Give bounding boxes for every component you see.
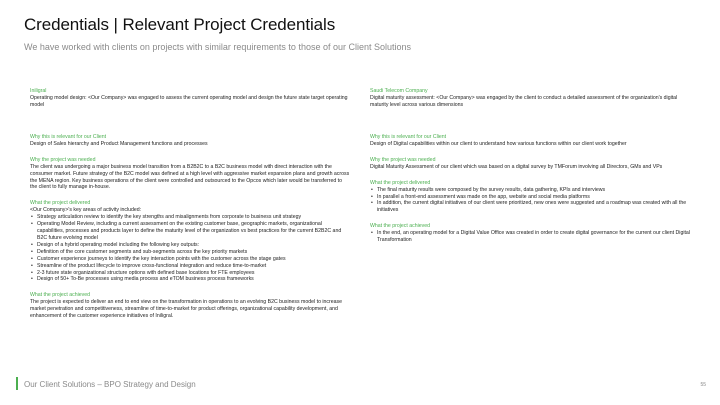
left-delivered-section (30, 200, 350, 283)
right-credential-column (370, 88, 690, 253)
right-delivered-list (370, 187, 690, 215)
page-subtitle: We have worked with clients on projects with similar requirements to those of our Client Solutions (24, 42, 412, 52)
right-relevance-title: Why this is relevant for our Client (370, 133, 447, 140)
left-delivered-intro: <Our Company>'s key areas of activity included: (30, 207, 142, 214)
left-achieved-body: The project is expected to deliver an end to end view on the transformation in operations to an evolving B2C business model to increase market penetration and competitiveness, streamline of time-to-market for product offerings, organizational capability development, and enhancement of the customer experience initiatives of Iniligral. (30, 299, 343, 320)
footer-accent-bar (16, 377, 18, 390)
left-relevance-title: Why this is relevant for our Client (30, 133, 107, 140)
left-delivered-title: What the project delivered (30, 200, 91, 207)
list-item: • Definition of the core customer segments and sub-segments across the key priority markets (30, 249, 350, 256)
right-client-section (370, 88, 690, 109)
list-item: • Streamline of the product lifecycle to improve cross-functional integration and reduce time-to-market (30, 263, 350, 270)
list-item: • In parallel a front-end assessment was made on the app, website and social media platforms (370, 194, 690, 201)
right-relevance-section (370, 134, 690, 148)
left-needed-body: The client was undergoing a major business model transition from a B2B2C to a B2C business model with direct interaction with the consumer market. Future strategy of the B2C model was defined at a high level with aggressive market expansion plans and growth across the MENA region. Key business operations of the client were controlled and outsourced to the Opcos which later would be transferred to the client to fully manage in-house. (30, 163, 350, 191)
footer-text: Our Client Solutions – BPO Strategy and Design (24, 380, 196, 389)
right-achieved-title: What the project achieved (370, 223, 430, 230)
list-item: • Design of 50+ To-Be processes using media process and eTOM business process frameworks (30, 276, 350, 283)
list-item: • In the end, an operating model for a Digital Value Office was created in order to create digital governance for the current our client Digital Transformation (370, 230, 690, 244)
left-credential-column (30, 88, 350, 329)
left-delivered-list (30, 214, 350, 283)
left-achieved-section (30, 292, 350, 320)
list-item: • Operating Model Review, including a current assessment on the existing customer base, geographic markets, organizational capabilities, processes and products layer to define the maturity level of the organization vs best practices for the current B2B2C and B2C future evolving model (30, 221, 350, 242)
right-achieved-section (370, 223, 690, 244)
list-item: • The final maturity results were composed by the survey results, data gathering, KPIs and interviews (370, 187, 690, 194)
left-client-section (30, 88, 350, 109)
list-item: • In addition, the current digital initiatives of our client were prioritized, new ones were suggested and a roadmap was created with all the initiatives (370, 200, 690, 214)
right-needed-section (370, 157, 690, 171)
left-needed-title: Why the project was needed (30, 156, 96, 163)
left-achieved-title: What the project achieved (30, 292, 90, 299)
left-client-description: Operating model design: <Our Company> was engaged to assess the current operating model and design the future state target operating model (30, 95, 348, 108)
left-client-name: Iniligral (30, 88, 47, 94)
right-delivered-title: What the project delivered (370, 179, 431, 186)
right-client-name: Saudi Telecom Company (370, 88, 428, 94)
left-relevance-body: Design of Sales hierarchy and Product Management functions and processes (30, 140, 208, 147)
page-title: Credentials | Relevant Project Credentials (24, 15, 336, 34)
right-needed-body: Digital Maturity Assessment of our client which was based on a digital survey by TMForum involving all Directors, GMs and VPs (370, 163, 663, 170)
right-needed-title: Why the project was needed (370, 156, 436, 163)
list-item: • Strategy articulation review to identify the key strengths and misalignments from corporate to business unit strategy (30, 214, 350, 221)
right-delivered-section (370, 180, 690, 215)
list-item: • Customer experience journeys to identify the key interaction points with the customer across the stage gates (30, 256, 350, 263)
right-client-description: Digital maturity assessment: <Our Company> was engaged by the client to conduct a detailed assessment of the organization's digital maturity level across various dimensions (370, 95, 678, 108)
right-achieved-list (370, 230, 690, 244)
list-item: • 2-3 future state organizational structure options with defined base locations for FTE employees (30, 270, 350, 277)
page-number: 55 (700, 382, 706, 388)
left-relevance-section (30, 134, 350, 148)
list-item: • Design of a hybrid operating model including the following key outputs: (30, 242, 350, 249)
left-needed-section (30, 157, 350, 192)
right-relevance-body: Design of Digital capabilities within our client to understand how various functions within our client work together (370, 140, 627, 147)
